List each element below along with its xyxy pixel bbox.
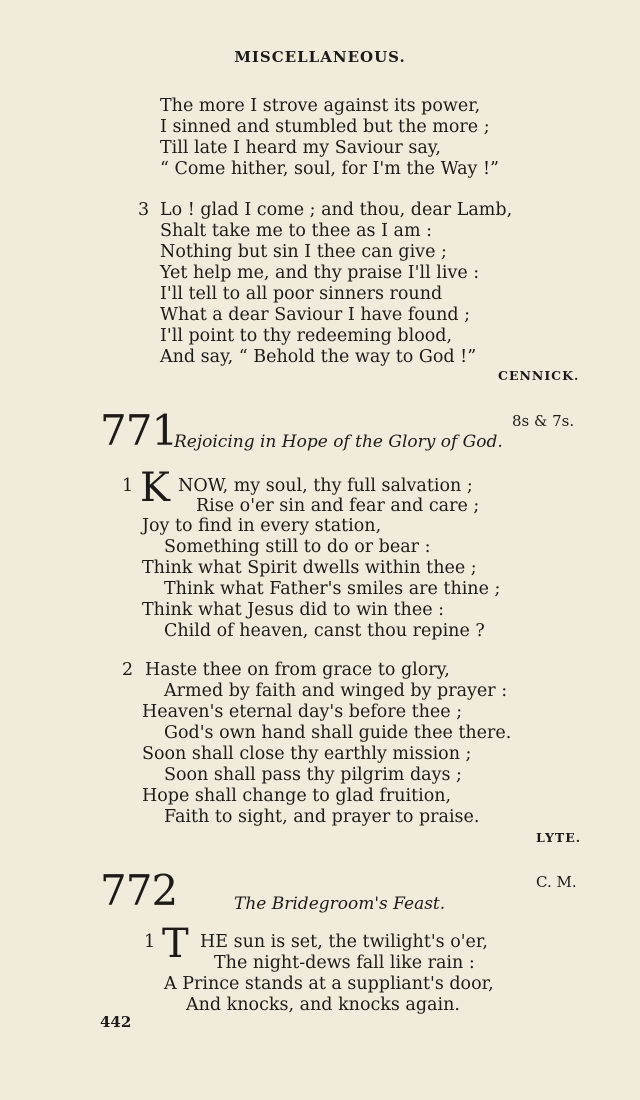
hymn-title: Rejoicing in Hope of the Glory of God. [174, 432, 503, 452]
page-number: 442 [100, 1013, 132, 1031]
verse-line: “ Come hither, soul, for I'm the Way !” [160, 159, 499, 179]
verse-line: And say, “ Behold the way to God !” [160, 347, 477, 367]
verse-number: 2 [122, 660, 134, 680]
verse-line: Rise o'er sin and fear and care ; [196, 496, 480, 516]
hymn-meter: C. M. [536, 873, 577, 891]
hymn-number: 772 [100, 866, 178, 915]
verse-line: Heaven's eternal day's before thee ; [142, 702, 463, 722]
verse-line: Child of heaven, canst thou repine ? [164, 621, 485, 641]
verse-line: Think what Jesus did to win thee : [142, 600, 445, 620]
author-name: CENNICK. [498, 368, 580, 383]
verse-line: NOW, my soul, thy full salvation ; [178, 476, 473, 496]
verse-line: I sinned and stumbled but the more ; [160, 117, 490, 137]
verse-line: HE sun is set, the twilight's o'er, [200, 932, 488, 952]
verse-number: 1 [122, 476, 134, 496]
verse-line: What a dear Saviour I have found ; [160, 305, 471, 325]
verse-line: Armed by faith and winged by prayer : [164, 681, 508, 701]
verse-line: Something still to do or bear : [164, 537, 431, 557]
verse-number: 1 [144, 932, 156, 952]
drop-cap: T [162, 921, 189, 967]
verse-line: Hope shall change to glad fruition, [142, 786, 452, 806]
author-name: LYTE. [536, 830, 582, 845]
hymn-number: 771 [100, 406, 178, 455]
verse-line: Soon shall close thy earthly mission ; [142, 744, 472, 764]
verse-line: A Prince stands at a suppliant's door, [164, 974, 494, 994]
hymn-meter: 8s & 7s. [512, 412, 575, 430]
verse-line: And knocks, and knocks again. [186, 995, 460, 1015]
verse-line: Think what Father's smiles are thine ; [164, 579, 501, 599]
verse-line: The more I strove against its power, [160, 96, 481, 116]
verse-line: Think what Spirit dwells within thee ; [142, 558, 477, 578]
verse-line: I'll tell to all poor sinners round [160, 284, 443, 304]
verse-line: The night-dews fall like rain : [214, 953, 475, 973]
hymn-title: The Bridegroom's Feast. [234, 894, 446, 914]
verse-line: Haste thee on from grace to glory, [145, 660, 450, 680]
verse-line: Shalt take me to thee as I am : [160, 221, 433, 241]
verse-line: I'll point to thy redeeming blood, [160, 326, 453, 346]
running-head: MISCELLANEOUS. [234, 48, 406, 66]
verse-line: God's own hand shall guide thee there. [164, 723, 512, 743]
verse-line: Nothing but sin I thee can give ; [160, 242, 447, 262]
verse-line: Soon shall pass thy pilgrim days ; [164, 765, 462, 785]
verse-line: Lo ! glad I come ; and thou, dear Lamb, [160, 200, 513, 220]
verse-line: Faith to sight, and prayer to praise. [164, 807, 480, 827]
drop-cap: K [140, 465, 170, 511]
verse-number: 3 [138, 200, 150, 220]
verse-line: Joy to find in every station, [142, 516, 382, 536]
verse-line: Yet help me, and thy praise I'll live : [160, 263, 480, 283]
verse-line: Till late I heard my Saviour say, [160, 138, 441, 158]
